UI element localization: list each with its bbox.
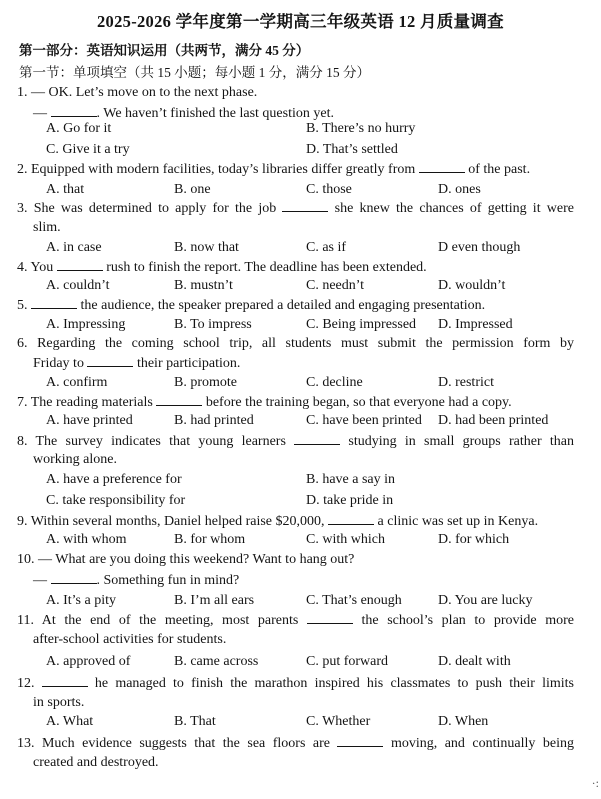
answer-blank[interactable] <box>57 258 103 271</box>
text-segment: Friday to <box>33 356 88 371</box>
text-segment: 3. She was determined to apply for the job <box>17 201 283 216</box>
answer-blank[interactable] <box>337 734 383 747</box>
answer-option[interactable]: B. had printed <box>174 413 254 428</box>
answer-option[interactable]: C. Give it a try <box>46 142 130 157</box>
question-stem <box>17 199 574 218</box>
answer-option[interactable]: D. for which <box>438 532 510 547</box>
text-segment: 13. Much evidence suggests that the sea floors are <box>17 736 338 751</box>
answer-option[interactable]: C. have been printed <box>306 413 422 428</box>
answer-blank[interactable] <box>87 354 133 367</box>
answer-option[interactable]: D. Impressed <box>438 317 513 332</box>
answer-option[interactable]: A. couldn’t <box>46 278 110 293</box>
answer-option[interactable]: C. take responsibility for <box>46 493 186 508</box>
answer-option[interactable]: A. approved of <box>46 654 131 669</box>
answer-option[interactable]: B. now that <box>174 240 239 255</box>
text-segment: 4. You <box>17 260 57 275</box>
text-segment: before the training began, so that everyone had a copy. <box>202 395 512 410</box>
answer-option[interactable]: D. That’s settled <box>306 142 398 157</box>
answer-option[interactable]: A. Go for it <box>46 121 112 136</box>
answer-option[interactable]: D. restrict <box>438 375 494 390</box>
answer-option[interactable]: D. had been printed <box>438 413 549 428</box>
question-stem: 10. — What are you doing this weekend? Want to hang out? <box>17 552 355 567</box>
answer-option[interactable]: B. for whom <box>174 532 246 547</box>
question-stem <box>17 432 574 451</box>
exam-title: 2025-2026 学年度第一学期高三年级英语 12 月质量调查 <box>97 12 504 31</box>
question-stem-continuation: slim. <box>33 220 61 235</box>
answer-option[interactable]: D even though <box>438 240 521 255</box>
answer-blank[interactable] <box>51 104 97 117</box>
text-segment: studying in small groups rather than <box>340 434 574 449</box>
text-segment: 8. The survey indicates that young learners <box>17 434 295 449</box>
text-segment: 11. At the end of the meeting, most parents <box>17 613 307 628</box>
part-header: 第一部分：英语知识运用（共两节，满分 45 分） <box>19 43 310 58</box>
question-stem-continuation <box>33 571 239 590</box>
answer-option[interactable]: B. one <box>174 182 211 197</box>
answer-option[interactable]: A. have printed <box>46 413 133 428</box>
answer-option[interactable]: B. I’m all ears <box>174 593 255 608</box>
answer-option[interactable]: B. have a say in <box>306 472 396 487</box>
answer-option[interactable]: D. When <box>438 714 489 729</box>
text-segment: the audience, the speaker prepared a detailed and engaging presentation. <box>77 298 486 313</box>
question-stem <box>17 160 530 179</box>
text-segment: — <box>33 573 51 588</box>
text-segment: he managed to finish the marathon inspired his classmates to push their limits <box>87 676 574 691</box>
answer-blank[interactable] <box>282 199 328 212</box>
text-segment: 5. <box>17 298 31 313</box>
answer-option[interactable]: A. in case <box>46 240 102 255</box>
answer-option[interactable]: A. that <box>46 182 85 197</box>
text-segment: 2. Equipped with modern facilities, today’s libraries differ greatly from <box>17 162 419 177</box>
question-stem <box>17 393 512 412</box>
answer-blank[interactable] <box>156 393 202 406</box>
answer-option[interactable]: A. with whom <box>46 532 127 547</box>
text-segment: . We haven’t finished the last question yet. <box>96 106 334 121</box>
page-mark: ·: <box>591 776 599 790</box>
answer-option[interactable]: D. ones <box>438 182 481 197</box>
question-stem: 6. Regarding the coming school trip, all students must submit the permission form by <box>17 336 574 351</box>
answer-option[interactable]: D. take pride in <box>306 493 394 508</box>
answer-option[interactable]: B. promote <box>174 375 237 390</box>
question-stem-continuation: created and destroyed. <box>33 755 159 770</box>
answer-option[interactable]: C. with which <box>306 532 385 547</box>
question-stem-continuation: working alone. <box>33 452 117 467</box>
text-segment: rush to finish the report. The deadline has been extended. <box>102 260 427 275</box>
answer-blank[interactable] <box>307 611 353 624</box>
question-stem <box>17 258 427 277</box>
question-stem <box>17 611 574 630</box>
text-segment: 9. Within several months, Daniel helped raise $20,000, <box>17 514 329 529</box>
answer-option[interactable]: C. That’s enough <box>306 593 402 608</box>
answer-option[interactable]: C. Being impressed <box>306 317 417 332</box>
answer-option[interactable]: D. wouldn’t <box>438 278 506 293</box>
answer-blank[interactable] <box>419 160 465 173</box>
question-stem <box>17 512 538 531</box>
answer-option[interactable]: C. those <box>306 182 352 197</box>
question-stem <box>17 674 574 693</box>
question-stem <box>17 296 485 315</box>
answer-option[interactable]: C. as if <box>306 240 347 255</box>
text-segment: 7. The reading materials <box>17 395 157 410</box>
answer-option[interactable]: D. dealt with <box>438 654 511 669</box>
question-stem-continuation: after-school activities for students. <box>33 632 227 647</box>
answer-option[interactable]: C. needn’t <box>306 278 365 293</box>
answer-option[interactable]: B. came across <box>174 654 259 669</box>
text-segment: of the past. <box>464 162 531 177</box>
answer-option[interactable]: B. There’s no hurry <box>306 121 416 136</box>
text-segment: the school’s plan to provide more <box>352 613 574 628</box>
answer-blank[interactable] <box>328 512 374 525</box>
answer-option[interactable]: A. have a preference for <box>46 472 182 487</box>
answer-option[interactable]: B. mustn’t <box>174 278 233 293</box>
answer-option[interactable]: B. That <box>174 714 216 729</box>
answer-blank[interactable] <box>294 432 340 445</box>
question-stem-continuation <box>33 354 240 373</box>
question-stem <box>17 734 574 753</box>
answer-blank[interactable] <box>42 674 88 687</box>
text-segment: their participation. <box>133 356 241 371</box>
text-segment: 12. <box>17 676 42 691</box>
answer-option[interactable]: B. To impress <box>174 317 252 332</box>
text-segment: she knew the chances of getting it were <box>328 201 574 216</box>
answer-blank[interactable] <box>31 296 77 309</box>
answer-option[interactable]: D. You are lucky <box>438 593 533 608</box>
text-segment: — <box>33 106 51 121</box>
answer-option[interactable]: C. Whether <box>306 714 371 729</box>
text-segment: moving, and continually being <box>383 736 574 751</box>
question-stem-continuation: in sports. <box>33 695 85 710</box>
section-header: 第一节：单项填空（共 15 小题；每小题 1 分，满分 15 分） <box>19 65 370 80</box>
answer-option[interactable]: A. It’s a pity <box>46 593 116 608</box>
answer-option[interactable]: C. put forward <box>306 654 389 669</box>
answer-option[interactable]: C. decline <box>306 375 363 390</box>
answer-option[interactable]: A. confirm <box>46 375 108 390</box>
answer-blank[interactable] <box>51 571 97 584</box>
question-stem: 1. — OK. Let’s move on to the next phase. <box>17 85 258 100</box>
answer-option[interactable]: A. What <box>46 714 94 729</box>
text-segment: a clinic was set up in Kenya. <box>374 514 539 529</box>
text-segment: . Something fun in mind? <box>96 573 240 588</box>
answer-option[interactable]: A. Impressing <box>46 317 126 332</box>
